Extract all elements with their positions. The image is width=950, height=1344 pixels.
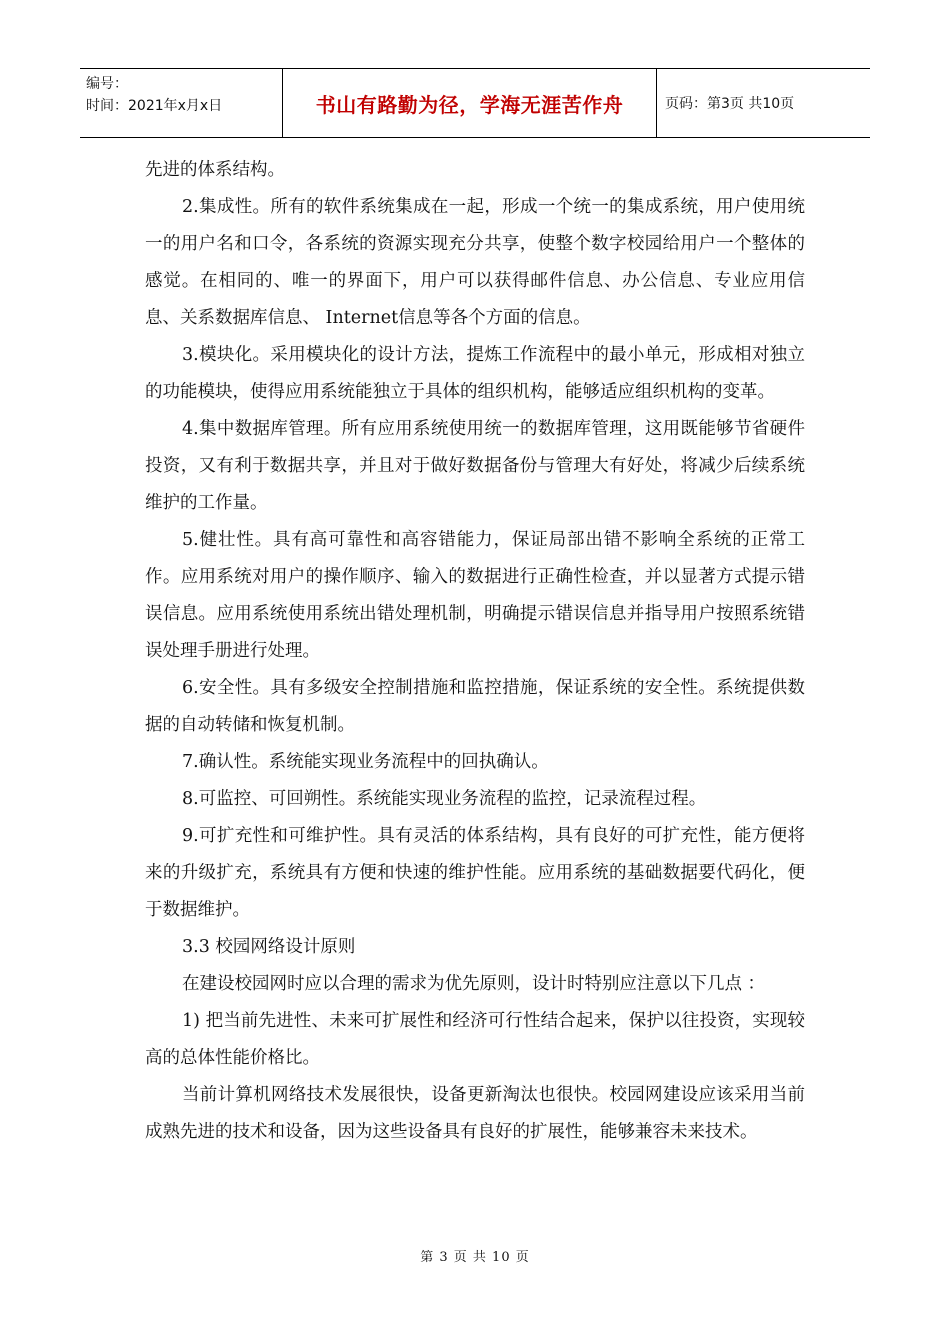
- paragraph: 3.模块化。采用模块化的设计方法，提炼工作流程中的最小单元，形成相对独立的功能模块，使得应用系统能独立于具体的组织机构，能够适应组织机构的变革。: [145, 345, 805, 402]
- document-date: 时间：2021年x月x日: [86, 98, 223, 114]
- paragraph: 8.可监控、可回朔性。系统能实现业务流程的监控，记录流程过程。: [182, 789, 707, 809]
- paragraph: 4.集中数据库管理。所有应用系统使用统一的数据库管理，这用既能够节省硬件投资，又有利于数据共享，并且对于做好数据备份与管理大有好处，将减少后续系统维护的工作量。: [145, 419, 805, 513]
- document-number-label: 编号：: [86, 76, 128, 92]
- paragraph: 当前计算机网络技术发展很快，设备更新淘汰也很快。校园网建设应该采用当前成熟先进的技术和设备，因为这些设备具有良好的扩展性，能够兼容未来技术。: [145, 1085, 805, 1142]
- paragraph: 2.集成性。所有的软件系统集成在一起，形成一个统一的集成系统，用户使用统一的用户名和口令，各系统的资源实现充分共享，使整个数字校园给用户一个整体的感觉。在相同的、唯一的界面下，用户可以获得邮件信息、办公信息、专业应用信息、关系数据库信息、 Internet信息等各个方面的信息。: [145, 197, 805, 328]
- paragraph: 先进的体系结构。: [145, 160, 285, 180]
- document-body: [145, 152, 805, 1151]
- paragraph: 6.安全性。具有多级安全控制措施和监控措施，保证系统的安全性。系统提供数据的自动转储和恢复机制。: [145, 678, 805, 735]
- paragraph: 5.健壮性。具有高可靠性和高容错能力，保证局部出错不影响全系统的正常工作。应用系统对用户的操作顺序、输入的数据进行正确性检查，并以显著方式提示错误信息。应用系统使用系统出错处理机制，明确提示错误信息并指导用户按照系统错误处理手册进行处理。: [145, 530, 805, 661]
- header-meta: [80, 69, 282, 137]
- paragraph: 7.确认性。系统能实现业务流程中的回执确认。: [182, 752, 549, 772]
- paragraph: 1) 把当前先进性、未来可扩展性和经济可行性结合起来，保护以往投资，实现较高的总体性能价格比。: [145, 1011, 805, 1068]
- header-page-info: 页码：第3页 共10页: [665, 96, 795, 112]
- header-motto: 书山有路勤为径，学海无涯苦作舟: [282, 69, 657, 137]
- paragraph: 在建设校园网时应以合理的需求为优先原则，设计时特别应注意以下几点 ：: [182, 974, 766, 994]
- section-heading: 3.3 校园网络设计原则: [182, 937, 356, 957]
- page-footer: 第 3 页 共 10 页: [420, 1250, 530, 1265]
- page-header: [80, 68, 870, 138]
- paragraph: 9.可扩充性和可维护性。具有灵活的体系结构，具有良好的可扩充性，能方便将来的升级扩充，系统具有方便和快速的维护性能。应用系统的基础数据要代码化，便于数据维护。: [145, 826, 805, 920]
